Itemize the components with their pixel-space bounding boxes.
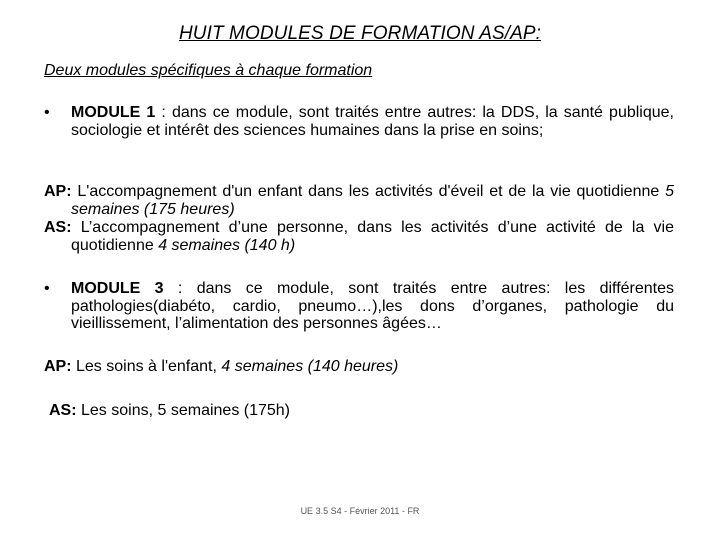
as-module-1-paragraph [44, 219, 674, 254]
module-3-description: : dans ce module, sont traités entre autres: les différentes pathologies(diabéto, cardio, pneumo…),les dons d’organes, pathologie du vieillissement, l’alimentation des personnes âgées… [71, 280, 675, 332]
ap-module-3-description: Les soins à l'enfant, [71, 358, 222, 375]
ap-module-1-paragraph [44, 183, 674, 218]
bullet-icon: • [44, 104, 50, 121]
as-module-3-description: Les soins, 5 semaines (175h) [76, 402, 291, 419]
module-1-bullet [44, 104, 674, 139]
as-module-1-duration: 4 semaines (140 h) [158, 236, 296, 254]
module-3-text [71, 280, 674, 333]
ap-label: AP: [44, 358, 72, 375]
ap-module-1-text [44, 183, 674, 218]
ap-module-3-text [44, 358, 674, 376]
module-1-description: : dans ce module, sont traités entre autres: la DDS, la santé publique, sociologie et intérêt des sciences humaines dans la prise en soins; [71, 104, 674, 139]
as-module-3-text [49, 402, 679, 420]
ap-module-1-description: L'accompagnement d'un enfant dans les activités d'éveil et de la vie quotidienne [71, 183, 666, 200]
ap-module-3-duration: 4 semaines (140 heures) [221, 358, 399, 375]
ap-label: AP: [44, 183, 72, 200]
as-module-1-text [44, 219, 674, 254]
ap-module-3-paragraph [44, 358, 674, 376]
module-3-label: MODULE 3 [71, 280, 164, 297]
slide-footer: UE 3.5 S4 - Février 2011 - FR [300, 506, 420, 516]
as-module-1-description: L’accompagnement d’une personne, dans les activités d’une activité de la vie quotidienne [71, 219, 674, 254]
as-label: AS: [44, 219, 72, 236]
module-1-label: MODULE 1 [71, 104, 156, 121]
bullet-icon: • [44, 280, 50, 297]
as-module-3-paragraph [49, 402, 679, 420]
slide-subtitle: Deux modules spécifiques à chaque formation [44, 62, 373, 79]
as-label: AS: [49, 402, 77, 419]
module-3-bullet [44, 280, 674, 333]
module-1-text [71, 104, 674, 139]
ap-module-1-duration: 5 semaines (175 heures) [71, 183, 674, 218]
slide-title: HUIT MODULES DE FORMATION AS/AP: [178, 23, 542, 44]
